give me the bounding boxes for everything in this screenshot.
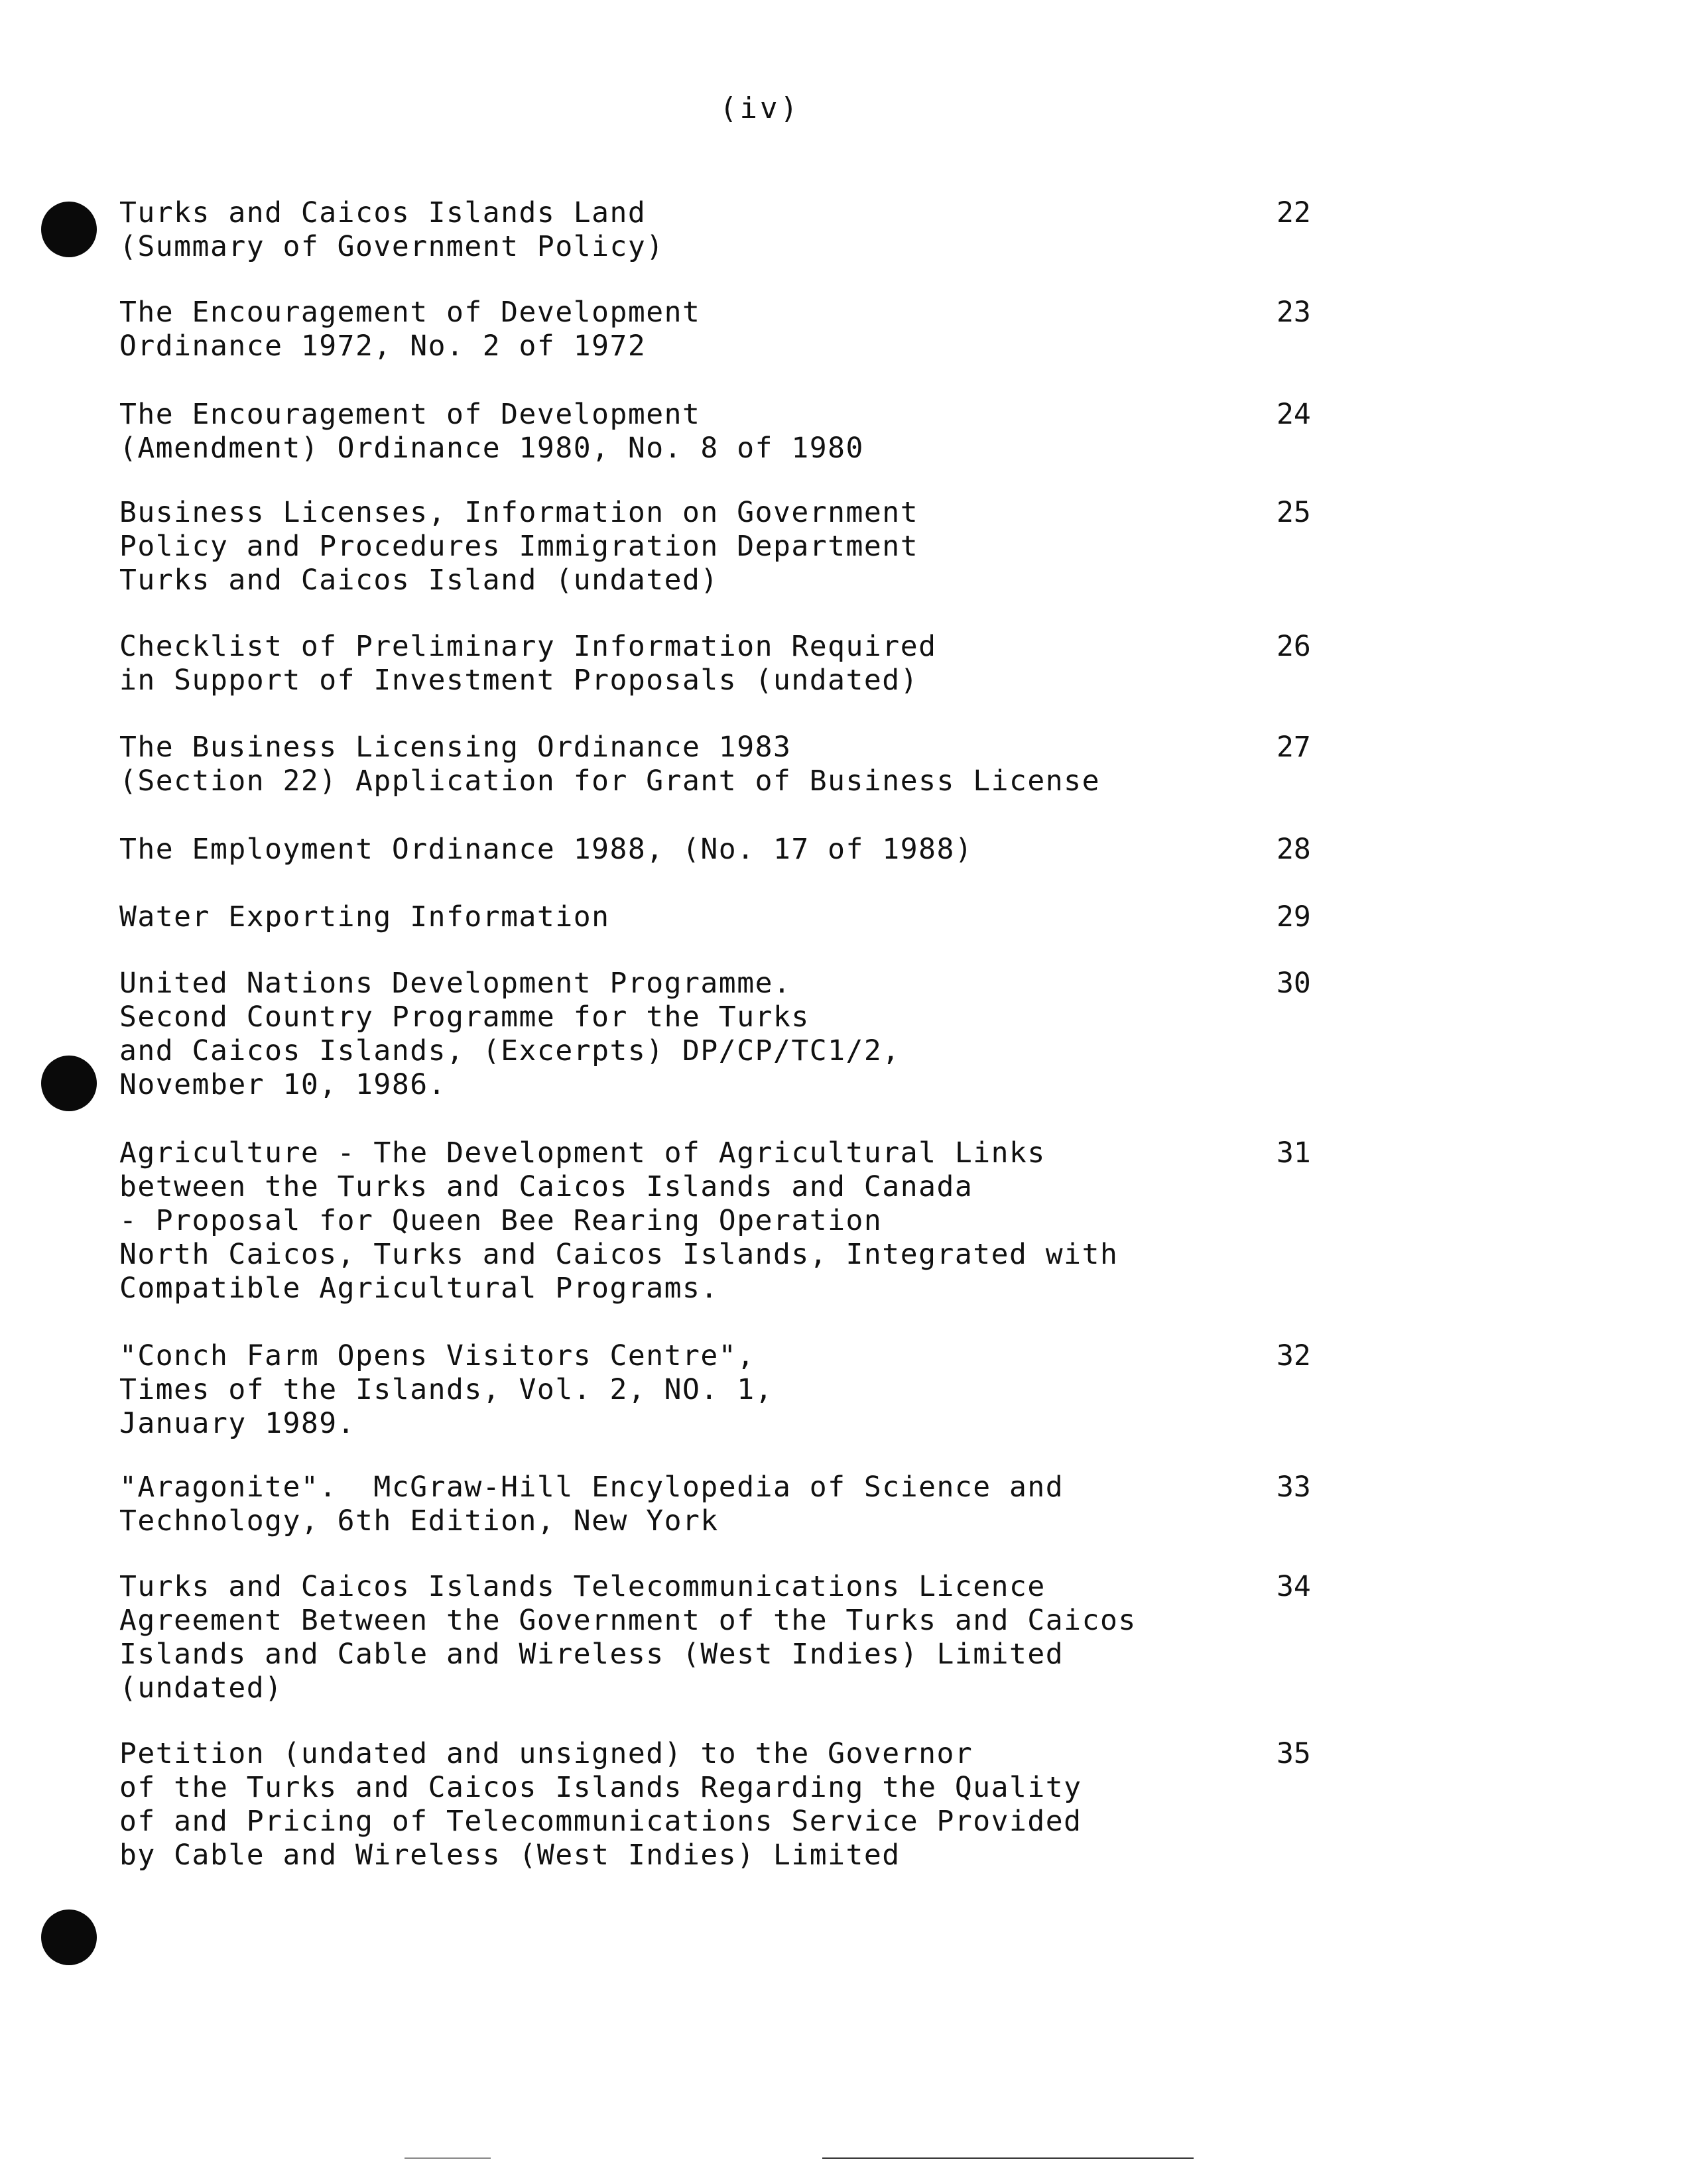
toc-entry: [119, 900, 1578, 934]
entry-title: Water Exporting Information: [119, 900, 610, 934]
scan-rule-line: [822, 2157, 1194, 2159]
scan-rule-line: [405, 2157, 491, 2159]
entry-title: Business Licenses, Information on Government Policy and Procedures Immigration Department Turks and Caicos Island (undated): [119, 496, 919, 597]
entry-title: The Employment Ordinance 1988, (No. 17 of 1988): [119, 833, 973, 866]
entry-page-number: 33: [1277, 1471, 1311, 1504]
punch-hole-top: [41, 202, 97, 257]
toc-entry: [119, 1136, 1578, 1305]
toc-entry: [119, 1471, 1578, 1538]
entry-page-number: 25: [1277, 496, 1311, 529]
entry-title: "Aragonite". McGraw-Hill Encylopedia of Science and Technology, 6th Edition, New York: [119, 1471, 1064, 1538]
entry-title: Checklist of Preliminary Information Required in Support of Investment Proposals (undated): [119, 630, 937, 697]
toc-entry: [119, 1737, 1578, 1872]
toc-entry: [119, 196, 1578, 264]
toc-entry: [119, 967, 1578, 1102]
entry-page-number: 28: [1277, 833, 1311, 866]
toc-entry: [119, 833, 1578, 867]
toc-entry: [119, 496, 1578, 597]
entry-page-number: 31: [1277, 1136, 1311, 1170]
entry-title: Turks and Caicos Islands Land (Summary of Government Policy): [119, 196, 664, 263]
entry-page-number: 23: [1277, 296, 1311, 329]
toc-entry: [119, 296, 1578, 363]
entry-title: "Conch Farm Opens Visitors Centre", Times of the Islands, Vol. 2, NO. 1, January 1989.: [119, 1339, 773, 1440]
entry-page-number: 22: [1277, 196, 1311, 229]
entry-title: The Encouragement of Development Ordinance 1972, No. 2 of 1972: [119, 296, 701, 363]
entry-title: The Business Licensing Ordinance 1983 (Section 22) Application for Grant of Business License: [119, 731, 1100, 798]
entry-page-number: 30: [1277, 967, 1311, 1000]
entry-title: Turks and Caicos Islands Telecommunications Licence Agreement Between the Government of the Turks and Caicos Islands and Cable and Wireless (West Indies) Limited (undated): [119, 1570, 1137, 1705]
toc-entry: [119, 1570, 1578, 1705]
entry-title: Petition (undated and unsigned) to the Governor of the Turks and Caicos Islands Regarding the Quality of and Pricing of Telecommunications Service Provided by Cable and Wireless (West Indies) Limited: [119, 1737, 1082, 1872]
entry-page-number: 26: [1277, 630, 1311, 663]
entry-page-number: 29: [1277, 900, 1311, 934]
toc-entry: [119, 1339, 1578, 1441]
entry-title: United Nations Development Programme. Second Country Programme for the Turks and Caicos Islands, (Excerpts) DP/CP/TC1/2, November 10, 1986.: [119, 967, 901, 1101]
entry-title: The Encouragement of Development (Amendment) Ordinance 1980, No. 8 of 1980: [119, 398, 864, 465]
entry-page-number: 34: [1277, 1570, 1311, 1603]
toc-entry: [119, 630, 1578, 698]
punch-hole-middle: [41, 1056, 97, 1111]
page-number: (iv): [719, 91, 800, 125]
entry-title: Agriculture - The Development of Agricultural Links between the Turks and Caicos Islands and Canada - Proposal for Queen Bee Rearing Operation North Caicos, Turks and Caicos Islands, Integrated with Compatible Agricultural Programs.: [119, 1136, 1119, 1305]
entry-page-number: 27: [1277, 731, 1311, 764]
entry-page-number: 32: [1277, 1339, 1311, 1372]
toc-entry: [119, 731, 1578, 798]
entry-page-number: 24: [1277, 398, 1311, 431]
punch-hole-bottom: [41, 1910, 97, 1965]
entry-page-number: 35: [1277, 1737, 1311, 1770]
toc-entry: [119, 398, 1578, 465]
